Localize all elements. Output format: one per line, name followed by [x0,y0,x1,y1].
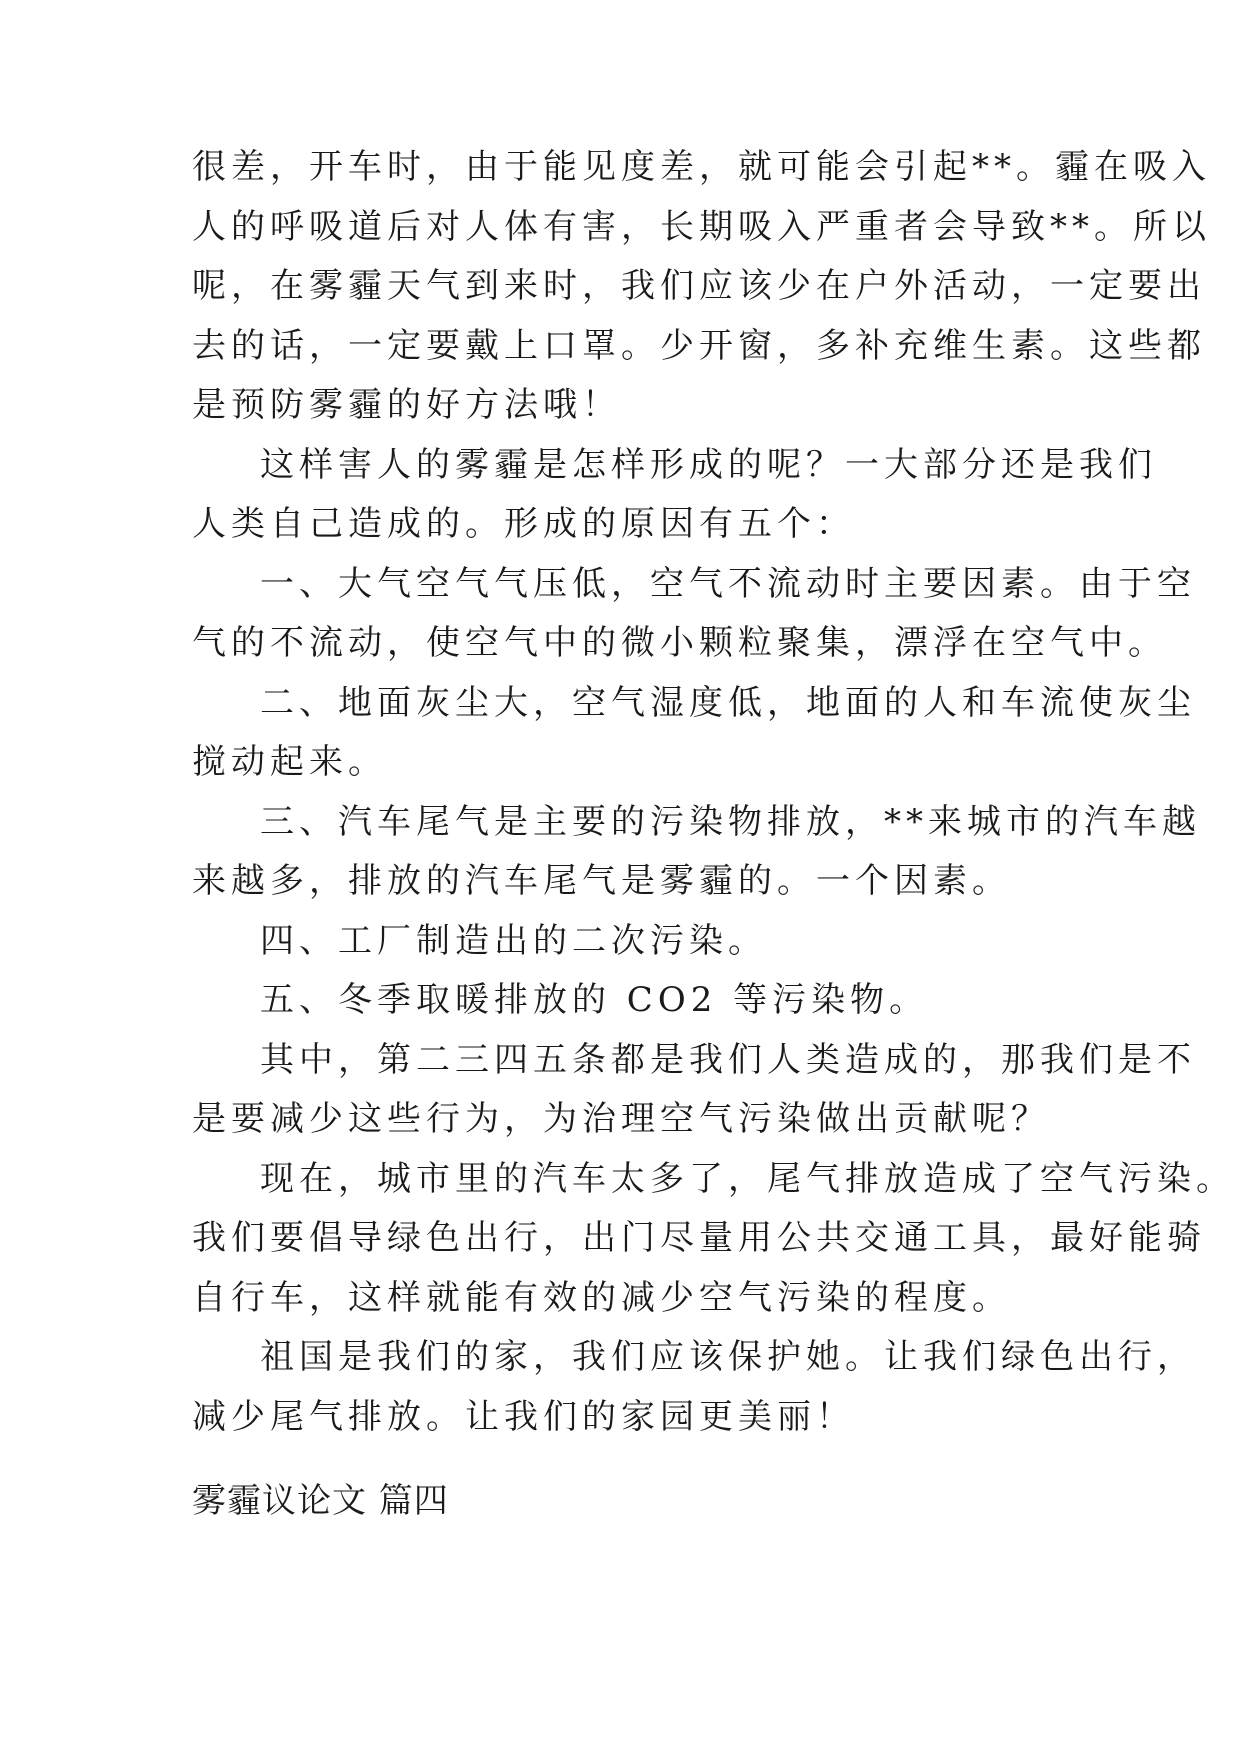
text-line: 很差，开车时，由于能见度差，就可能会引起**。霾在吸入 [192,147,1211,187]
text-line: 减少尾气排放。让我们的家园更美丽！ [192,1396,855,1437]
text-line: 一、大气空气气压低，空气不流动时主要因素。由于空 [260,563,1196,604]
text-line: 呢，在雾霾天气到来时，我们应该少在户外活动，一定要出 [192,266,1206,306]
text-line: 搅动起来。 [192,742,387,782]
text-line: 四、工厂制造出的二次污染。 [260,920,767,961]
text-line: 去的话，一定要戴上口罩。少开窗，多补充维生素。这些都 [192,325,1206,366]
text-line: 来越多，排放的汽车尾气是雾霾的。一个因素。 [192,861,1011,901]
text-line: 气的不流动，使空气中的微小颗粒聚集，漂浮在空气中。 [192,623,1167,663]
text-line: 三、汽车尾气是主要的污染物排放，**来城市的汽车越 [260,801,1201,842]
text-line: 人类自己造成的。形成的原因有五个： [192,504,855,544]
section-heading: 雾霾议论文 篇四 [192,1481,449,1521]
text-line: 是要减少这些行为，为治理空气污染做出贡献呢？ [192,1099,1050,1139]
text-line: 二、地面灰尘大，空气湿度低，地面的人和车流使灰尘 [260,682,1196,723]
text-line: 现在，城市里的汽车太多了，尾气排放造成了空气污染。 [260,1158,1235,1199]
text-line: 这样害人的雾霾是怎样形成的呢？一大部分还是我们 [260,444,1157,485]
document-body [192,138,1235,1447]
text-line: 人的呼吸道后对人体有害，长期吸入严重者会导致**。所以 [192,206,1211,247]
text-line: 其中，第二三四五条都是我们人类造成的，那我们是不 [260,1039,1196,1080]
text-line: 是预防雾霾的好方法哦！ [192,385,621,425]
text-line: 祖国是我们的家，我们应该保护她。让我们绿色出行， [260,1337,1196,1377]
text-line: 五、冬季取暖排放的 CO2 等污染物。 [260,980,929,1020]
text-line: 自行车，这样就能有效的减少空气污染的程度。 [192,1277,1011,1318]
text-line: 我们要倡导绿色出行，出门尽量用公共交通工具，最好能骑 [192,1218,1206,1258]
